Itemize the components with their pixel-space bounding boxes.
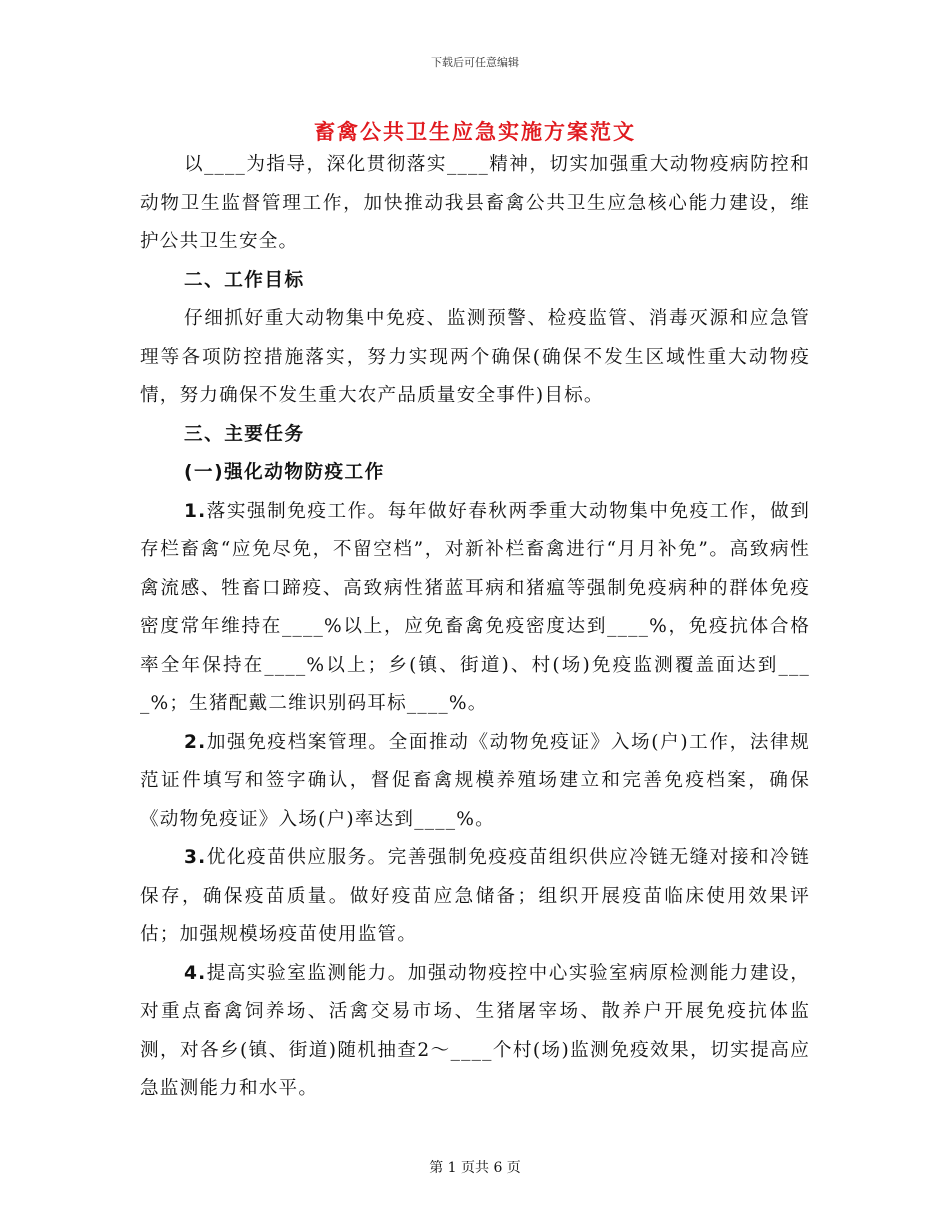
task-item-2-text: 加强免疫档案管理。全面推动《动物免疫证》入场(户)工作，法律规范证件填写和签字确认，督促畜禽规模养殖场建立和完善免疫档案，确保《动物免疫证》入场(户)率达到____%。	[140, 731, 810, 830]
task-item-4	[140, 955, 810, 1109]
intro-paragraph: 以____为指导，深化贯彻落实____精神，切实加强重大动物疫病防控和动物卫生监督管理工作，加快推动我县畜禽公共卫生应急核心能力建设，维护公共卫生安全。	[140, 154, 810, 252]
task-item-1-number: 1.	[184, 500, 207, 522]
task-item-3	[140, 839, 810, 955]
task-item-4-number: 4.	[184, 962, 207, 984]
task-item-2	[140, 724, 810, 840]
section-heading-tasks: 三、主要任务	[184, 423, 305, 445]
goals-paragraph: 仔细抓好重大动物集中免疫、监测预警、检疫监管、消毒灭源和应急管理等各项防控措施落实，努力实现两个确保(确保不发生区域性重大动物疫情，努力确保不发生重大农产品质量安全事件)目标。	[140, 308, 810, 406]
task-item-4-text: 提高实验室监测能力。加强动物疫控中心实验室病原检测能力建设，对重点畜禽饲养场、活禽交易市场、生猪屠宰场、散养户开展免疫抗体监测，对各乡(镇、街道)随机抽查2～____个村(场)监测免疫效果，切实提高应急监测能力和水平。	[140, 962, 810, 1099]
document-body	[140, 146, 810, 1109]
task-item-3-text: 优化疫苗供应服务。完善强制免疫疫苗组织供应冷链无缝对接和冷链保存，确保疫苗质量。做好疫苗应急储备；组织开展疫苗临床使用效果评估；加强规模场疫苗使用监管。	[140, 847, 810, 945]
section-heading-goals: 二、工作目标	[184, 269, 305, 291]
page-header-note: 下载后可任意编辑	[431, 56, 519, 69]
task-item-2-number: 2.	[184, 731, 207, 753]
task-item-3-number: 3.	[184, 847, 207, 868]
task-item-1-text: 落实强制免疫工作。每年做好春秋两季重大动物集中免疫工作，做到存栏畜禽“应免尽免，不留空档”，对新补栏畜禽进行“月月补免”。高致病性禽流感、牲畜口蹄疫、高致病性猪蓝耳病和猪瘟等强制免疫病种的群体免疫密度常年维持在____%以上，应免畜禽免疫密度达到____%，免疫抗体合格率全年保持在____%以上；乡(镇、街道)、村(场)免疫监测覆盖面达到____%；生猪配戴二维识别码耳标____%。	[140, 500, 810, 714]
document-title: 畜禽公共卫生应急实施方案范文	[314, 120, 636, 144]
subsection-heading-prevention: (一)强化动物防疫工作	[184, 462, 385, 483]
page-number-footer: 第 1 页共 6 页	[429, 1160, 521, 1176]
task-item-1	[140, 493, 810, 724]
